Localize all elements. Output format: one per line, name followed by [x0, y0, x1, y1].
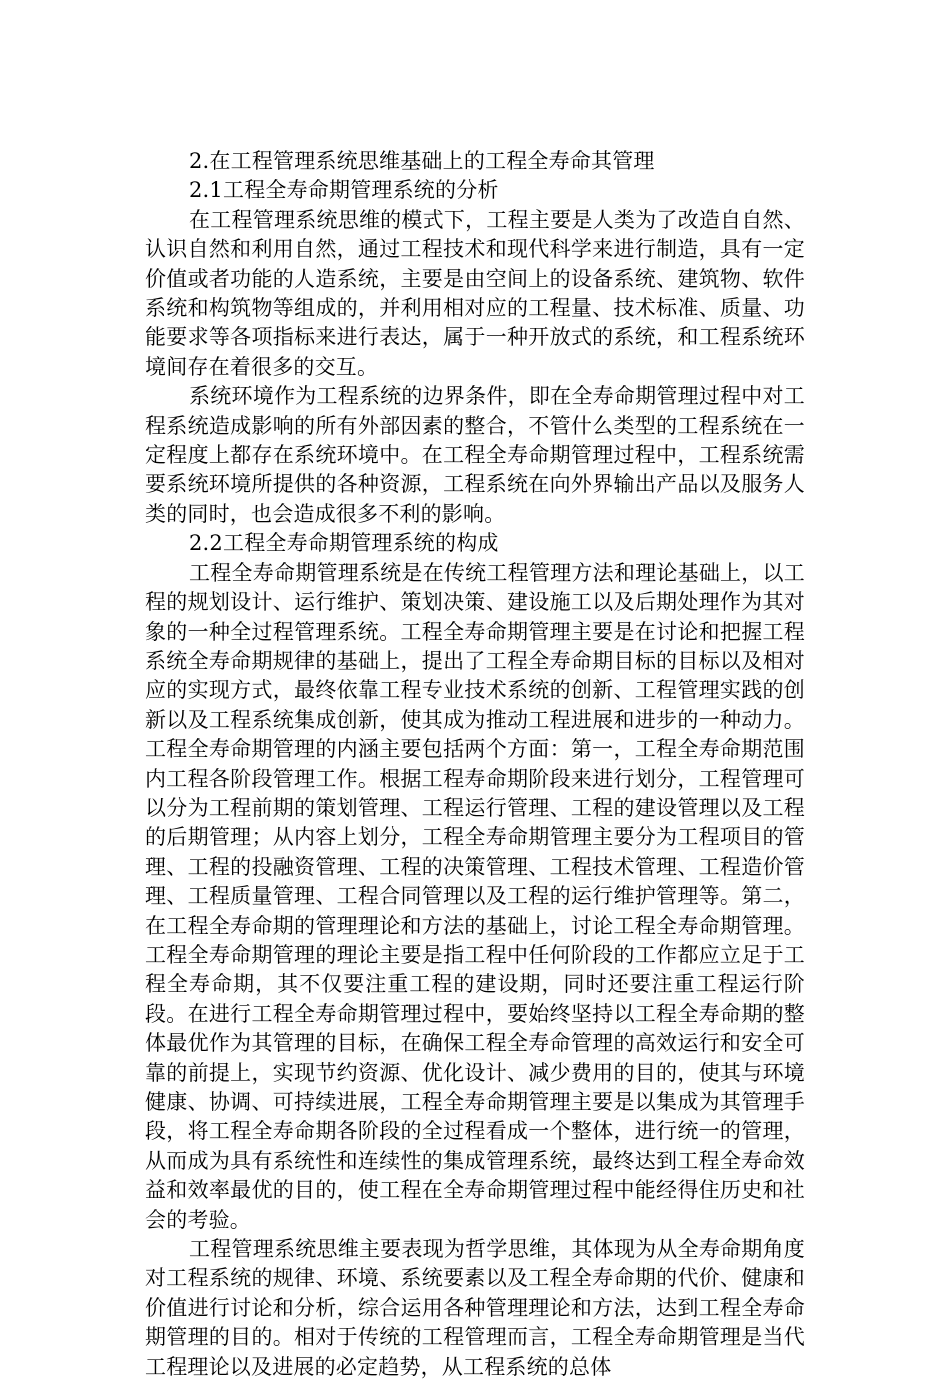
paragraph: 工程管理系统思维主要表现为哲学思维，其体现为从全寿命期角度对工程系统的规律、环境、系统要素以及工程全寿命期的代价、健康和价值进行讨论和分析，综合运用各种管理理论和方法，达到工程全寿命期管理的目的。相对于传统的工程管理而言，工程全寿命期管理是当代工程理论以及进展的必定趋势，从工程系统的总体 — [145, 1237, 805, 1379]
main-heading: 2.在工程管理系统思维基础上的工程全寿命其管理 — [189, 149, 655, 173]
document-page — [145, 147, 805, 1382]
section-heading-2-2: 2.2工程全寿命期管理系统的构成 — [189, 531, 499, 556]
section-heading-2-1: 2.1工程全寿命期管理系统的分析 — [189, 178, 499, 203]
paragraph: 工程全寿命期管理系统是在传统工程管理方法和理论基础上，以工程的规划设计、运行维护、策划决策、建设施工以及后期处理作为其对象的一种全过程管理系统。工程全寿命期管理主要是在讨论和把握工程系统全寿命期规律的基础上，提出了工程全寿命期目标的目标以及相对应的实现方式，最终依靠工程专业技术系统的创新、工程管理实践的创新以及工程系统集成创新，使其成为推动工程进展和进步的一种动力。工程全寿命期管理的内涵主要包括两个方面：第一，工程全寿命期范围内工程各阶段管理工作。根据工程寿命期阶段来进行划分，工程管理可以分为工程前期的策划管理、工程运行管理、工程的建设管理以及工程的后期管理；从内容上划分，工程全寿命期管理主要分为工程项目的管理、工程的投融资管理、工程的决策管理、工程技术管理、工程造价管理、工程质量管理、工程合同管理以及工程的运行维护管理等。第二，在工程全寿命期的管理理论和方法的基础上，讨论工程全寿命期管理。工程全寿命期管理的理论主要是指工程中任何阶段的工作都应立足于工程全寿命期，其不仅要注重工程的建设期，同时还要注重工程运行阶段。在进行工程全寿命期管理过程中，要始终坚持以工程全寿命期的整体最优作为其管理的目标，在确保工程全寿命管理的高效运行和安全可靠的前提上，实现节约资源、优化设计、减少费用的目的，使其与环境健康、协调、可持续进展，工程全寿命期管理主要是以集成为其管理手段，将工程全寿命期各阶段的全过程看成一个整体，进行统一的管理，从而成为具有系统性和连续性的集成管理系统，最终达到工程全寿命效益和效率最优的目的，使工程在全寿命期管理过程中能经得住历史和社会的考验。 — [145, 560, 805, 1232]
paragraph: 在工程管理系统思维的模式下，工程主要是人类为了改造自自然、认识自然和利用自然，通过工程技术和现代科学来进行制造，具有一定价值或者功能的人造系统，主要是由空间上的设备系统、建筑物、软件系统和构筑物等组成的，并利用相对应的工程量、技术标准、质量、功能要求等各项指标来进行表达，属于一种开放式的系统，和工程系统环境间存在着很多的交互。 — [145, 207, 805, 379]
paragraph: 系统环境作为工程系统的边界条件，即在全寿命期管理过程中对工程系统造成影响的所有外部因素的整合，不管什么类型的工程系统在一定程度上都存在系统环境中。在工程全寿命期管理过程中，工程系统需要系统环境所提供的各种资源，工程系统在向外界输出产品以及服务人类的同时，也会造成很多不利的影响。 — [145, 384, 805, 526]
